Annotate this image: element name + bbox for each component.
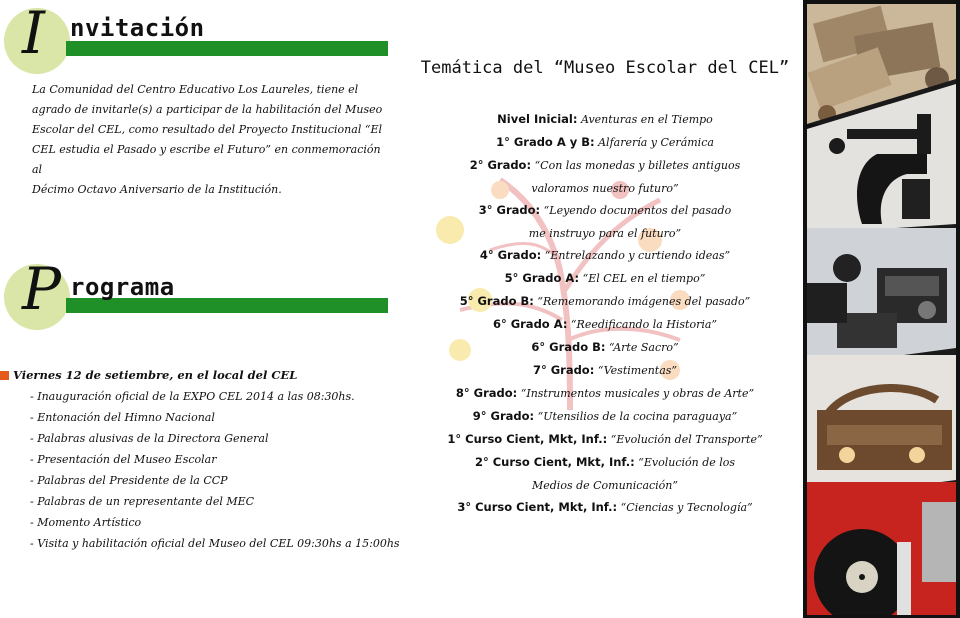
invitacion-green-bar <box>66 41 388 56</box>
programa-item: - Presentación del Museo Escolar <box>30 449 400 470</box>
grade-line: 3° Curso Cient, Mkt, Inf.: “Ciencias y Tecnología” <box>457 500 753 514</box>
grade-line: 1° Grado A y B: Alfarería y Cerámica <box>496 135 714 149</box>
invitacion-paragraph <box>32 80 392 200</box>
invitacion-initial: I <box>22 0 45 67</box>
antique-press-photo <box>807 84 956 234</box>
grade-line: 9° Grado: “Utensilios de la cocina paraguaya” <box>472 409 738 423</box>
invitacion-line: Décimo Octavo Aniversario de la Institución. <box>32 183 282 196</box>
grade-line: 1° Curso Cient, Mkt, Inf.: “Evolución del Transporte” <box>447 432 763 446</box>
programa-item: - Palabras de un representante del MEC <box>30 491 400 512</box>
programa-item: - Visita y habilitación oficial del Museo del CEL 09:30hs a 15:00hs <box>30 533 400 554</box>
invitacion-line: agrado de invitarle(s) a participar de la habilitación del Museo <box>32 103 383 116</box>
tematica-title: Temática del “Museo Escolar del CEL” <box>420 58 790 78</box>
grade-line: 6° Grado A: “Reedificando la Historia” <box>492 317 718 331</box>
grade-line: 3° Grado: “Leyendo documentos del pasado <box>478 203 732 217</box>
bullet-square-icon <box>0 371 9 380</box>
record-player-photo <box>807 482 956 615</box>
programa-list <box>30 386 400 554</box>
grade-line: 4° Grado: “Entrelazando y curtiendo ideas” <box>479 248 731 262</box>
grade-line: Nivel Inicial: Aventuras en el Tiempo <box>497 112 713 126</box>
grade-line: 2° Curso Cient, Mkt, Inf.: “Evolución de los <box>474 455 736 469</box>
invitacion-line: Escolar del CEL, como resultado del Proyecto Institucional “El <box>32 123 383 136</box>
grade-line: 5° Grado A: “El CEL en el tiempo” <box>504 271 706 285</box>
programa-item: - Entonación del Himno Nacional <box>30 407 400 428</box>
programa-item: - Palabras del Presidente de la CCP <box>30 470 400 491</box>
programa-item: - Inauguración oficial de la EXPO CEL 2014 a las 08:30hs. <box>30 386 400 407</box>
invitacion-header <box>4 0 388 78</box>
invitacion-line: CEL estudia el Pasado y escribe el Futuro” en conmemoración al <box>32 143 381 176</box>
grade-line: me instruyo para el futuro” <box>528 227 682 240</box>
grade-line: Medios de Comunicación” <box>531 479 679 492</box>
invitacion-title: nvitación <box>70 14 205 42</box>
programa-item: - Palabras alusivas de la Directora General <box>30 428 400 449</box>
grade-line: valoramos nuestro futuro” <box>531 182 679 195</box>
grade-line: 8° Grado: “Instrumentos musicales y obras de Arte” <box>455 386 755 400</box>
programa-date-text: Viernes 12 de setiembre, en el local del CEL <box>13 368 298 382</box>
grade-list <box>420 108 790 519</box>
programa-header <box>4 255 388 334</box>
grade-line: 7° Grado: “Vestimentas” <box>532 363 678 377</box>
programa-date-line <box>0 368 297 382</box>
invitacion-line: La Comunidad del Centro Educativo Los Laureles, tiene el <box>32 83 359 96</box>
programa-title: rograma <box>70 273 175 301</box>
grade-line: 2° Grado: “Con las monedas y billetes antiguos <box>469 158 741 172</box>
programa-initial: P <box>22 255 62 323</box>
old-camera-photo <box>807 228 956 368</box>
grade-line: 5° Grado B: “Rememorando imágenes del pasado” <box>459 294 751 308</box>
programa-item: - Momento Artístico <box>30 512 400 533</box>
grade-line: 6° Grado B: “Arte Sacro” <box>531 340 679 354</box>
photo-strip <box>803 0 960 618</box>
antique-iron-photo <box>807 355 956 500</box>
